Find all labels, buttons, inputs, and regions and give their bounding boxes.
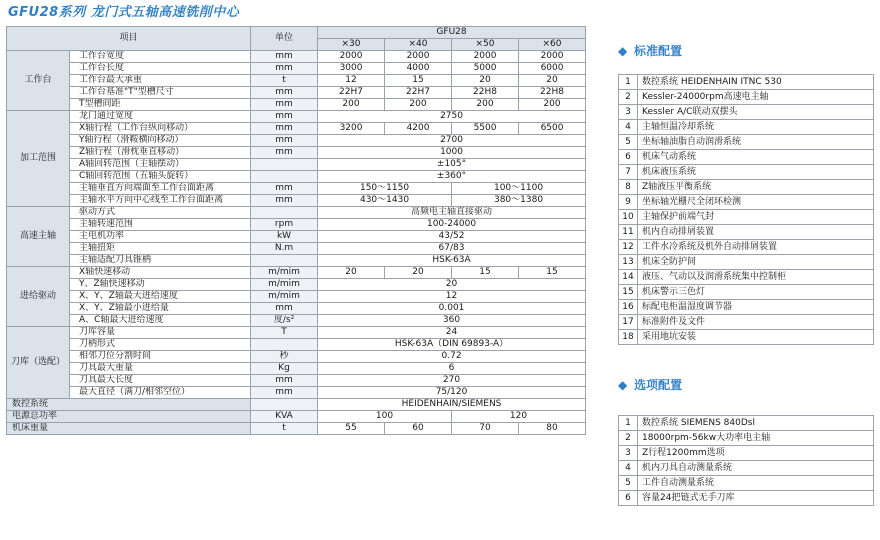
spec-unit: 秒 xyxy=(251,351,318,363)
list-text: 工件自动测量系统 xyxy=(638,476,874,491)
diamond-bullet-icon: ◆ xyxy=(618,378,628,392)
spec-value: 2000 xyxy=(452,51,519,63)
spec-row xyxy=(7,267,586,279)
list-text: Kessler-24000rpm高速电主轴 xyxy=(638,90,874,105)
spec-item: 主轴适配刀具锥柄 xyxy=(70,255,251,267)
list-text: 机床警示三色灯 xyxy=(638,285,874,300)
spec-value: 200 xyxy=(385,99,452,111)
spec-value: 22H7 xyxy=(385,87,452,99)
list-text: 坐标轴光栅尺全闭环检测 xyxy=(638,195,874,210)
spec-row xyxy=(7,231,586,243)
spec-value: HSK-63A xyxy=(318,255,586,267)
spec-table xyxy=(6,26,586,435)
list-item xyxy=(619,330,874,345)
spec-row xyxy=(7,243,586,255)
spec-value: 6000 xyxy=(519,63,586,75)
spec-value: 15 xyxy=(519,267,586,279)
spec-value: 15 xyxy=(385,75,452,87)
list-number: 4 xyxy=(619,120,638,135)
list-item xyxy=(619,476,874,491)
spec-value: 5500 xyxy=(452,123,519,135)
spec-unit: m/mim xyxy=(251,267,318,279)
list-number: 15 xyxy=(619,285,638,300)
spec-item: 龙门通过宽度 xyxy=(70,111,251,123)
spec-unit: m/mim xyxy=(251,291,318,303)
list-number: 5 xyxy=(619,135,638,150)
spec-unit xyxy=(251,159,318,171)
list-number: 12 xyxy=(619,240,638,255)
list-item xyxy=(619,255,874,270)
spec-row xyxy=(7,75,586,87)
spec-item: X、Y、Z轴最大进给速度 xyxy=(70,291,251,303)
optional-config-list xyxy=(618,415,874,506)
page-title: GFU28系列 龙门式五轴高速铣削中心 xyxy=(8,5,240,20)
list-item xyxy=(619,285,874,300)
spec-item: 主轴转速范围 xyxy=(70,219,251,231)
spec-item: 工作台宽度 xyxy=(70,51,251,63)
spec-value: 0.72 xyxy=(318,351,586,363)
list-item xyxy=(619,75,874,90)
list-item xyxy=(619,180,874,195)
spec-unit: 度/s² xyxy=(251,315,318,327)
spec-value: 2700 xyxy=(318,135,586,147)
section-label: 进给驱动 xyxy=(7,267,70,327)
section-label: 加工范围 xyxy=(7,111,70,207)
spec-row xyxy=(7,183,586,195)
spec-row xyxy=(7,195,586,207)
spec-row xyxy=(7,387,586,399)
spec-value: 22H7 xyxy=(318,87,385,99)
spec-value: 100～1100 xyxy=(452,183,586,195)
unit-header: 单位 xyxy=(251,27,318,51)
list-text: 机床气动系统 xyxy=(638,150,874,165)
list-text: Kessler A/C联动双摆头 xyxy=(638,105,874,120)
spec-value: 24 xyxy=(318,327,586,339)
list-number: 9 xyxy=(619,195,638,210)
spec-value: 20 xyxy=(452,75,519,87)
list-text: 18000rpm-56kw大功率电主轴 xyxy=(638,431,874,446)
spec-value: 55 xyxy=(318,423,385,435)
spec-unit: N.m xyxy=(251,243,318,255)
list-text: 机内自动排屑装置 xyxy=(638,225,874,240)
spec-row xyxy=(7,171,586,183)
spec-unit: mm xyxy=(251,111,318,123)
spec-row xyxy=(7,303,586,315)
spec-item: 工作台长度 xyxy=(70,63,251,75)
spec-item: 刀具最大长度 xyxy=(70,375,251,387)
spec-item: 刀库容量 xyxy=(70,327,251,339)
section-label: 工作台 xyxy=(7,51,70,111)
spec-unit: t xyxy=(251,423,318,435)
list-number: 1 xyxy=(619,75,638,90)
spec-row xyxy=(7,339,586,351)
spec-value: 43/52 xyxy=(318,231,586,243)
list-number: 18 xyxy=(619,330,638,345)
spec-unit: mm xyxy=(251,387,318,399)
spec-unit: mm xyxy=(251,195,318,207)
list-text: 容量24把链式无手刀库 xyxy=(638,491,874,506)
spec-item: A、C轴最大进给速度 xyxy=(70,315,251,327)
spec-value: 4200 xyxy=(385,123,452,135)
list-text: 工件水冷系统及机外自动排屑装置 xyxy=(638,240,874,255)
list-number: 7 xyxy=(619,165,638,180)
list-number: 8 xyxy=(619,180,638,195)
list-number: 6 xyxy=(619,491,638,506)
spec-row xyxy=(7,327,586,339)
spec-value: HSK-63A（DIN 69893-A） xyxy=(318,339,586,351)
list-number: 5 xyxy=(619,476,638,491)
spec-unit: mm xyxy=(251,99,318,111)
section-label: 刀库（选配） xyxy=(7,327,70,399)
spec-item: 主轴水平方向中心线至工作台面距离 xyxy=(70,195,251,207)
list-number: 3 xyxy=(619,446,638,461)
spec-unit: m/mim xyxy=(251,279,318,291)
list-text: 标配电柜温湿度调节器 xyxy=(638,300,874,315)
spec-item: 最大直径（满刀/相邻空位） xyxy=(70,387,251,399)
spec-item: A轴回转范围（主轴摆动） xyxy=(70,159,251,171)
spec-value: 270 xyxy=(318,375,586,387)
list-text: Z行程1200mm选项 xyxy=(638,446,874,461)
spec-value: 2750 xyxy=(318,111,586,123)
spec-row xyxy=(7,291,586,303)
spec-value: 2000 xyxy=(318,51,385,63)
spec-row xyxy=(7,51,586,63)
list-item xyxy=(619,461,874,476)
spec-value: 60 xyxy=(385,423,452,435)
spec-row xyxy=(7,135,586,147)
spec-row xyxy=(7,351,586,363)
spec-value: 150～1150 xyxy=(318,183,452,195)
list-text: 数控系统 SIEMENS 840Dsl xyxy=(638,416,874,431)
list-text: 采用地坑安装 xyxy=(638,330,874,345)
spec-item: X轴快速移动 xyxy=(70,267,251,279)
model-label: ×60 xyxy=(519,39,586,51)
spec-unit xyxy=(251,207,318,219)
spec-row xyxy=(7,147,586,159)
model-label: ×50 xyxy=(452,39,519,51)
spec-header-row xyxy=(7,27,586,39)
diamond-bullet-icon: ◆ xyxy=(618,44,628,58)
spec-item: Y、Z轴快速移动 xyxy=(70,279,251,291)
spec-row xyxy=(7,411,586,423)
spec-unit: mm xyxy=(251,63,318,75)
list-item xyxy=(619,225,874,240)
spec-value: 75/120 xyxy=(318,387,586,399)
model-label: ×30 xyxy=(318,39,385,51)
spec-item: 主电机功率 xyxy=(70,231,251,243)
spec-value: 430～1430 xyxy=(318,195,452,207)
spec-item: X、Y、Z轴最小进给量 xyxy=(70,303,251,315)
spec-unit: T xyxy=(251,327,318,339)
model-header: GFU28 xyxy=(318,27,586,39)
list-item xyxy=(619,150,874,165)
bottom-label: 机床重量 xyxy=(7,423,251,435)
list-number: 16 xyxy=(619,300,638,315)
spec-unit: mm xyxy=(251,183,318,195)
spec-item: Z轴行程（滑枕垂直移动） xyxy=(70,147,251,159)
spec-row xyxy=(7,255,586,267)
list-number: 6 xyxy=(619,150,638,165)
spec-value: 3200 xyxy=(318,123,385,135)
spec-value: 80 xyxy=(519,423,586,435)
spec-unit xyxy=(251,339,318,351)
spec-row xyxy=(7,219,586,231)
spec-value: 高频电主轴直接驱动 xyxy=(318,207,586,219)
spec-row xyxy=(7,423,586,435)
spec-item: 主轴扭矩 xyxy=(70,243,251,255)
spec-value: 5000 xyxy=(452,63,519,75)
list-number: 17 xyxy=(619,315,638,330)
list-text: 机床液压系统 xyxy=(638,165,874,180)
spec-value: 22H8 xyxy=(452,87,519,99)
spec-value: 100 xyxy=(318,411,452,423)
spec-row xyxy=(7,123,586,135)
spec-value: 3000 xyxy=(318,63,385,75)
spec-value: 120 xyxy=(452,411,586,423)
spec-unit xyxy=(251,255,318,267)
list-number: 3 xyxy=(619,105,638,120)
list-text: 液压、气动以及润滑系统集中控制柜 xyxy=(638,270,874,285)
list-number: 11 xyxy=(619,225,638,240)
spec-value: 6500 xyxy=(519,123,586,135)
spec-value: ±360° xyxy=(318,171,586,183)
list-number: 4 xyxy=(619,461,638,476)
spec-item: Y轴行程（滑鞍横向移动） xyxy=(70,135,251,147)
spec-value: 67/83 xyxy=(318,243,586,255)
list-item xyxy=(619,416,874,431)
list-number: 10 xyxy=(619,210,638,225)
spec-value: 15 xyxy=(452,267,519,279)
list-item xyxy=(619,105,874,120)
list-item xyxy=(619,90,874,105)
spec-row xyxy=(7,99,586,111)
spec-item: X轴行程（工作台纵向移动） xyxy=(70,123,251,135)
spec-item: T型槽间距 xyxy=(70,99,251,111)
standard-config-heading: ◆ 标准配置 xyxy=(618,41,682,61)
list-text: 主轴恒温冷却系统 xyxy=(638,120,874,135)
list-text: 坐标轴油脂自动润滑系统 xyxy=(638,135,874,150)
list-item xyxy=(619,165,874,180)
spec-value: 100-24000 xyxy=(318,219,586,231)
spec-value: 20 xyxy=(318,279,586,291)
spec-value: 12 xyxy=(318,75,385,87)
spec-value: 12 xyxy=(318,291,586,303)
model-label: ×40 xyxy=(385,39,452,51)
spec-value: 6 xyxy=(318,363,586,375)
spec-item: 主轴垂直方向端面至工作台面距离 xyxy=(70,183,251,195)
list-item xyxy=(619,315,874,330)
spec-value: 200 xyxy=(519,99,586,111)
spec-value: 20 xyxy=(519,75,586,87)
spec-unit xyxy=(251,171,318,183)
list-number: 2 xyxy=(619,90,638,105)
list-item xyxy=(619,195,874,210)
list-number: 2 xyxy=(619,431,638,446)
spec-value: 380～1380 xyxy=(452,195,586,207)
spec-row xyxy=(7,375,586,387)
list-text: 标准附件及文件 xyxy=(638,315,874,330)
spec-unit: mm xyxy=(251,147,318,159)
spec-unit: Kg xyxy=(251,363,318,375)
spec-value: 2000 xyxy=(519,51,586,63)
list-text: 机内刀具自动测量系统 xyxy=(638,461,874,476)
spec-unit: mm xyxy=(251,87,318,99)
list-number: 14 xyxy=(619,270,638,285)
spec-row xyxy=(7,315,586,327)
spec-unit: kW xyxy=(251,231,318,243)
list-text: Z轴液压平衡系统 xyxy=(638,180,874,195)
section-label: 高速主轴 xyxy=(7,207,70,267)
optional-config-heading: ◆ 选项配置 xyxy=(618,375,682,395)
spec-row xyxy=(7,399,586,411)
spec-row xyxy=(7,87,586,99)
list-text: 主轴保护前端气封 xyxy=(638,210,874,225)
list-item xyxy=(619,270,874,285)
spec-item: 工作台基准"T"型槽尺寸 xyxy=(70,87,251,99)
spec-value: 20 xyxy=(385,267,452,279)
spec-item: 相邻刀位分割时间 xyxy=(70,351,251,363)
spec-item: 刀柄形式 xyxy=(70,339,251,351)
spec-value: 2000 xyxy=(385,51,452,63)
list-item xyxy=(619,240,874,255)
bottom-label: 数控系统 xyxy=(7,399,251,411)
spec-row xyxy=(7,363,586,375)
spec-unit: mm xyxy=(251,123,318,135)
spec-unit: rpm xyxy=(251,219,318,231)
item-header: 项目 xyxy=(7,27,251,51)
list-item xyxy=(619,431,874,446)
list-item xyxy=(619,210,874,225)
spec-row xyxy=(7,207,586,219)
list-item xyxy=(619,446,874,461)
spec-value: 22H8 xyxy=(519,87,586,99)
spec-unit: mm xyxy=(251,51,318,63)
spec-unit: mm xyxy=(251,375,318,387)
list-item xyxy=(619,491,874,506)
spec-item: C轴回转范围（五轴头旋转） xyxy=(70,171,251,183)
spec-item: 驱动方式 xyxy=(70,207,251,219)
list-item xyxy=(619,120,874,135)
spec-row xyxy=(7,279,586,291)
spec-unit: t xyxy=(251,75,318,87)
spec-unit: KVA xyxy=(251,411,318,423)
list-number: 1 xyxy=(619,416,638,431)
spec-value: 0.001 xyxy=(318,303,586,315)
standard-config-list xyxy=(618,74,874,345)
spec-row xyxy=(7,111,586,123)
spec-value: 4000 xyxy=(385,63,452,75)
list-item xyxy=(619,135,874,150)
spec-value: ±105° xyxy=(318,159,586,171)
spec-value: HEIDENHAIN/SIEMENS xyxy=(318,399,586,411)
list-text: 数控系统 HEIDENHAIN ITNC 530 xyxy=(638,75,874,90)
spec-unit: mm xyxy=(251,303,318,315)
spec-value: 70 xyxy=(452,423,519,435)
spec-unit: mm xyxy=(251,135,318,147)
spec-row xyxy=(7,63,586,75)
spec-row xyxy=(7,159,586,171)
spec-value: 200 xyxy=(318,99,385,111)
spec-value: 20 xyxy=(318,267,385,279)
bottom-label: 电源总功率 xyxy=(7,411,251,423)
list-text: 机床全防护间 xyxy=(638,255,874,270)
list-number: 13 xyxy=(619,255,638,270)
spec-item: 工作台最大承重 xyxy=(70,75,251,87)
spec-value: 200 xyxy=(452,99,519,111)
spec-value: 360 xyxy=(318,315,586,327)
list-item xyxy=(619,300,874,315)
spec-item: 刀具最大重量 xyxy=(70,363,251,375)
spec-unit xyxy=(251,399,318,411)
spec-value: 1000 xyxy=(318,147,586,159)
